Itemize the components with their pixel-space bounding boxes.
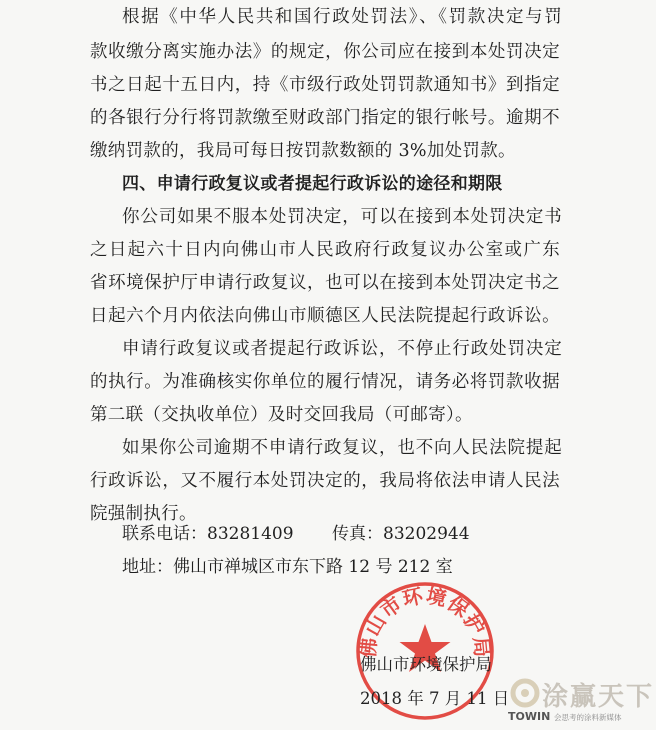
p1-line-1: 根据《中华人民共和国行政处罚法》、《罚款决定与罚 [122,7,562,27]
p4-line-1: 如果你公司逾期不申请行政复议，也不向人民法院提起 [122,438,562,458]
signature-org: 佛山市环境保护局 [360,655,492,674]
p4-line-2: 行政诉讼，又不履行本处罚决定的，我局将依法申请人民法 [90,471,560,491]
p3-line-2: 的执行。为准确核实你单位的履行情况，请务必将罚款收据 [90,372,560,392]
p2-line-4: 日起六个月内依法向佛山市顺德区人民法院提起行政诉讼。 [90,306,560,326]
phone-line [122,522,294,546]
watermark-title: 涂赢天下 [542,682,655,712]
watermark-logo-icon [510,678,540,708]
p2-line-1: 你公司如果不服本处罚决定，可以在接到本处罚决定书 [122,207,562,227]
p3-line-3: 第二联（交执收单位）及时交回我局（可邮寄）。 [90,405,473,425]
address-line [122,555,453,579]
p1-line-3: 书之日起十五日内，持《市级行政处罚罚款通知书》到指定 [90,75,560,95]
section-heading: 四、申请行政复议或者提起行政诉讼的途径和期限 [122,174,503,194]
phone-label: 联系电话： [122,524,207,544]
watermark-tagline: 会思考的涂料新媒体 [554,713,622,722]
signature-date: 2018 年 7 月 11 日 [360,689,510,708]
p1-line-5: 缴纳罚款的，我局可每日按罚款数额的 3%加处罚款。 [90,141,516,161]
fax-number: 83202944 [383,524,470,544]
phone-number: 83281409 [207,524,294,544]
p2-line-3: 省环境保护厅申请行政复议，也可以在接到本处罚决定书之 [90,273,560,293]
fax-line [332,522,470,546]
p4-line-3: 院强制执行。 [90,504,197,524]
address-value: 佛山市禅城区市东下路 12 号 212 室 [173,557,453,577]
fax-label: 传真： [332,524,383,544]
seal-text: 佛山市环境保护局 [355,583,495,660]
address-label: 地址： [122,557,173,577]
p1-line-4: 的各银行分行将罚款缴至财政部门指定的银行帐号。逾期不 [90,108,560,128]
p3-line-1: 申请行政复议或者提起行政诉讼，不停止行政处罚决定 [122,339,562,359]
p2-line-2: 之日起六十日内向佛山市人民政府行政复议办公室或广东 [90,240,560,260]
watermark-brand: TOWIN [508,710,551,723]
p1-line-2: 款收缴分离实施办法》的规定，你公司应在接到本处罚决定 [90,42,560,62]
watermark-logo [508,674,654,728]
